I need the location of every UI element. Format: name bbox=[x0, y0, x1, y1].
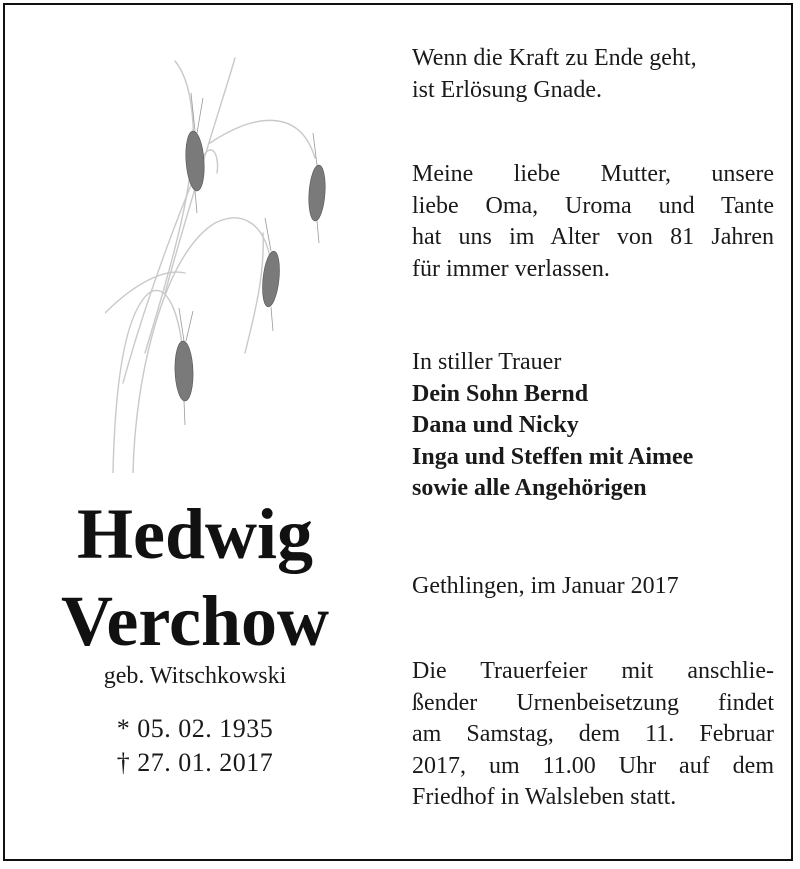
deceased-last-name: Verchow bbox=[61, 581, 329, 661]
mourning-intro: In stiller Trauer bbox=[412, 349, 562, 375]
deceased-first-name: Hedwig bbox=[76, 494, 313, 574]
place-date-line: Gethlingen, im Januar 2017 bbox=[412, 573, 679, 599]
funeral-info bbox=[412, 656, 774, 814]
funeral-line: am Samstag, dem 11. Februar bbox=[412, 721, 774, 747]
birth-name: geb. Witschkowski bbox=[103, 663, 287, 689]
obituary-notice bbox=[3, 3, 793, 861]
mourner-name: Dana und Nicky bbox=[412, 412, 579, 438]
place-and-date bbox=[412, 571, 774, 603]
message-line: liebe Oma, Uroma und Tante bbox=[412, 192, 774, 219]
quote-line: ist Erlösung Gnade. bbox=[412, 76, 602, 103]
message-line: hat uns im Alter von 81 Jahren bbox=[412, 224, 774, 250]
funeral-line: Friedhof in Walsleben statt. bbox=[412, 784, 677, 810]
quote-line: Wenn die Kraft zu Ende geht, bbox=[412, 45, 697, 71]
message-line: Meine liebe Mutter, unsere bbox=[412, 161, 774, 187]
mourner-name: Inga und Steffen mit Aimee bbox=[412, 443, 694, 470]
funeral-line: 2017, um 11.00 Uhr auf dem bbox=[412, 752, 774, 779]
mourners-block bbox=[412, 347, 774, 505]
mourner-name: Dein Sohn Bernd bbox=[412, 380, 589, 407]
farewell-message bbox=[412, 159, 774, 285]
birth-date: * 05. 02. 1935 bbox=[116, 714, 274, 743]
death-date: † 27. 01. 2017 bbox=[116, 748, 274, 777]
funeral-line: Die Trauerfeier mit anschlie- bbox=[412, 658, 774, 684]
message-line: für immer verlassen. bbox=[412, 255, 610, 282]
mourner-name: sowie alle Angehörigen bbox=[412, 475, 647, 501]
funeral-line: ßender Urnenbeisetzung findet bbox=[412, 689, 774, 716]
wheat-ears-sketch-icon bbox=[105, 53, 355, 473]
quote bbox=[412, 43, 774, 106]
